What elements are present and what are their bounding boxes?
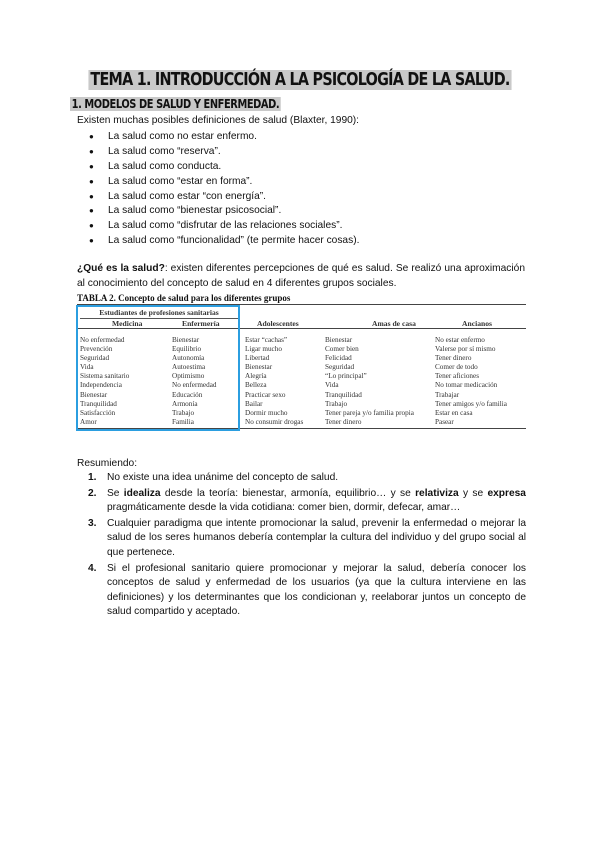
table-column xyxy=(245,336,303,427)
table-cell: Autonomía xyxy=(172,354,205,363)
table-cell: Armonía xyxy=(172,399,198,408)
definition-item: ● La salud como estar “con energía”. xyxy=(89,190,359,205)
table-cell: Pasear xyxy=(435,417,454,426)
table-cell: No enfermedad xyxy=(80,336,125,344)
health-concept-table xyxy=(77,304,526,429)
table-column-header: Adolescentes xyxy=(257,319,299,328)
table-cell: Tener dinero xyxy=(325,417,362,426)
summary-item xyxy=(85,487,526,516)
table-cell: Practicar sexo xyxy=(245,390,286,399)
table-cell: Familia xyxy=(172,417,194,426)
summary-item-number: 3. xyxy=(88,517,97,529)
table-cell: Tener amigos y/o familia xyxy=(435,399,507,408)
definition-item: ● La salud como “estar en forma”. xyxy=(89,175,359,190)
emphasis-text: relativiza xyxy=(415,487,459,499)
definition-item: ● La salud como no estar enfermo. xyxy=(89,130,359,145)
table-cell: Autoestima xyxy=(172,363,206,372)
table-cell: Sistema sanitario xyxy=(80,372,130,381)
definition-item: ● La salud como “funcionalidad” (te permite hacer cosas). xyxy=(89,234,359,249)
table-cell: No consumir drogas xyxy=(245,417,304,426)
emphasis-text: idealiza xyxy=(123,487,161,499)
table-cell: No enfermedad xyxy=(172,381,217,390)
table-column-header: Ancianos xyxy=(462,319,492,328)
table-cell: Prevención xyxy=(80,345,113,354)
summary-text: No existe una idea unánime del concepto de salud. xyxy=(107,472,339,483)
table-cell: Felicidad xyxy=(325,354,352,363)
summary-item xyxy=(85,517,526,561)
table-cell: Estar en casa xyxy=(435,408,473,417)
table-cell: Vida xyxy=(325,381,339,390)
table-column xyxy=(172,336,217,427)
summary-item-number: 4. xyxy=(88,562,97,574)
intro-paragraph: Existen muchas posibles definiciones de salud (Blaxter, 1990): xyxy=(77,115,360,126)
table-cell: Libertad xyxy=(245,354,270,363)
table-cell: No tomar medicación xyxy=(435,381,498,390)
summary-item-number: 2. xyxy=(88,487,97,499)
table-cell: Seguridad xyxy=(80,354,110,363)
table-cell: Bienestar xyxy=(245,363,273,372)
summary-text: y se xyxy=(458,487,488,499)
table-cell: No estar enfermo xyxy=(435,336,485,344)
question-paragraph: ¿Qué es la salud?: existen diferentes percepciones de qué es salud. Se realizó una aproximación al conocimiento del concepto de salud en 4 diferentes grupos sociales. xyxy=(77,263,525,289)
section-heading: 1. MODELOS DE SALUD Y ENFERMEDAD. xyxy=(71,97,280,111)
table-cell: Bailar xyxy=(245,399,263,408)
summary-text: Se xyxy=(107,487,124,499)
table-column xyxy=(325,336,414,427)
table-group-header: Estudiantes de profesiones sanitarias xyxy=(99,308,219,317)
table-cell: Optimismo xyxy=(172,372,205,381)
table-cell: Comer bien xyxy=(325,345,359,354)
table-cell: Belleza xyxy=(245,381,267,390)
table-cell: Comer de todo xyxy=(435,363,478,372)
summary-text: Si el profesional sanitario quiere promocionar y mejorar la salud, debería conocer los conceptos de salud y enfermedad de los usuarios (ya que la cultura interviene en las definiciones) y los determinantes que los condicionan y, reelaborar juntos un concepto de salud compartido y aceptado. xyxy=(107,562,526,618)
table-cell: Educación xyxy=(172,390,203,399)
table-cell: “Lo principal” xyxy=(325,372,367,381)
definition-item: ● La salud como conducta. xyxy=(89,160,359,175)
table-cell: Equilibrio xyxy=(172,345,202,354)
table-cell: Trabajo xyxy=(325,399,348,408)
table-column-header: Amas de casa xyxy=(372,319,416,328)
table-cell: Tener pareja y/o familia propia xyxy=(325,408,414,417)
definition-item: ● La salud como “reserva”. xyxy=(89,145,359,160)
table-cell: Bienestar xyxy=(80,390,108,399)
table-cell: Tener aficiones xyxy=(435,372,479,381)
definitions-list xyxy=(89,130,359,249)
table-column xyxy=(80,336,129,427)
definition-item: ● La salud como “bienestar psicosocial”. xyxy=(89,204,359,219)
summary-text: pragmáticamente desde la vida cotidiana: comer bien, dormir, defecar, amar… xyxy=(107,502,461,514)
table-cell: Tranquilidad xyxy=(325,390,362,399)
table-cell: Ligar mucho xyxy=(245,345,282,354)
table-cell: Bienestar xyxy=(325,336,353,344)
table-cell: Valerse por sí mismo xyxy=(435,345,496,354)
table-cell: Vida xyxy=(80,363,94,372)
summary-item xyxy=(85,562,526,620)
summary-item xyxy=(85,471,526,486)
document-title: TEMA 1. INTRODUCCIÓN A LA PSICOLOGÍA DE LA SALUD. xyxy=(90,70,510,90)
table-cell: Satisfacción xyxy=(80,408,116,417)
summary-text: Cualquier paradigma que intente promocionar la salud, prevenir la enfermedad o mejorar la salud de los seres humanos debería contemplar la cultura del individuo y del grupo social al que pertenece. xyxy=(107,517,526,558)
table-cell: Bienestar xyxy=(172,336,200,344)
table-cell: Trabajo xyxy=(172,408,195,417)
definition-item: ● La salud como “disfrutar de las relaciones sociales”. xyxy=(89,219,359,234)
summary-item-number: 1. xyxy=(88,472,97,483)
table-cell: Tener dinero xyxy=(435,354,472,363)
table-column-header: Enfermería xyxy=(182,319,220,328)
emphasis-text: expresa xyxy=(487,487,526,499)
summary-list xyxy=(85,471,526,621)
table-column xyxy=(435,336,507,427)
table-cell: Alegría xyxy=(245,372,267,381)
summary-label: Resumiendo: xyxy=(77,458,138,469)
table-cell: Estar “cachas” xyxy=(245,336,288,344)
table-cell: Amor xyxy=(80,417,97,426)
table-cell: Independencia xyxy=(80,381,122,390)
table-column-header: Medicina xyxy=(112,319,143,328)
table-cell: Tranquilidad xyxy=(80,399,117,408)
table-cell: Seguridad xyxy=(325,363,355,372)
summary-text: desde la teoría: bienestar, armonía, equilibrio… y se xyxy=(160,487,416,499)
table-cell: Dormir mucho xyxy=(245,408,288,417)
table-caption: TABLA 2. Concepto de salud para los diferentes grupos xyxy=(77,293,291,303)
table-cell: Trabajar xyxy=(435,390,460,399)
